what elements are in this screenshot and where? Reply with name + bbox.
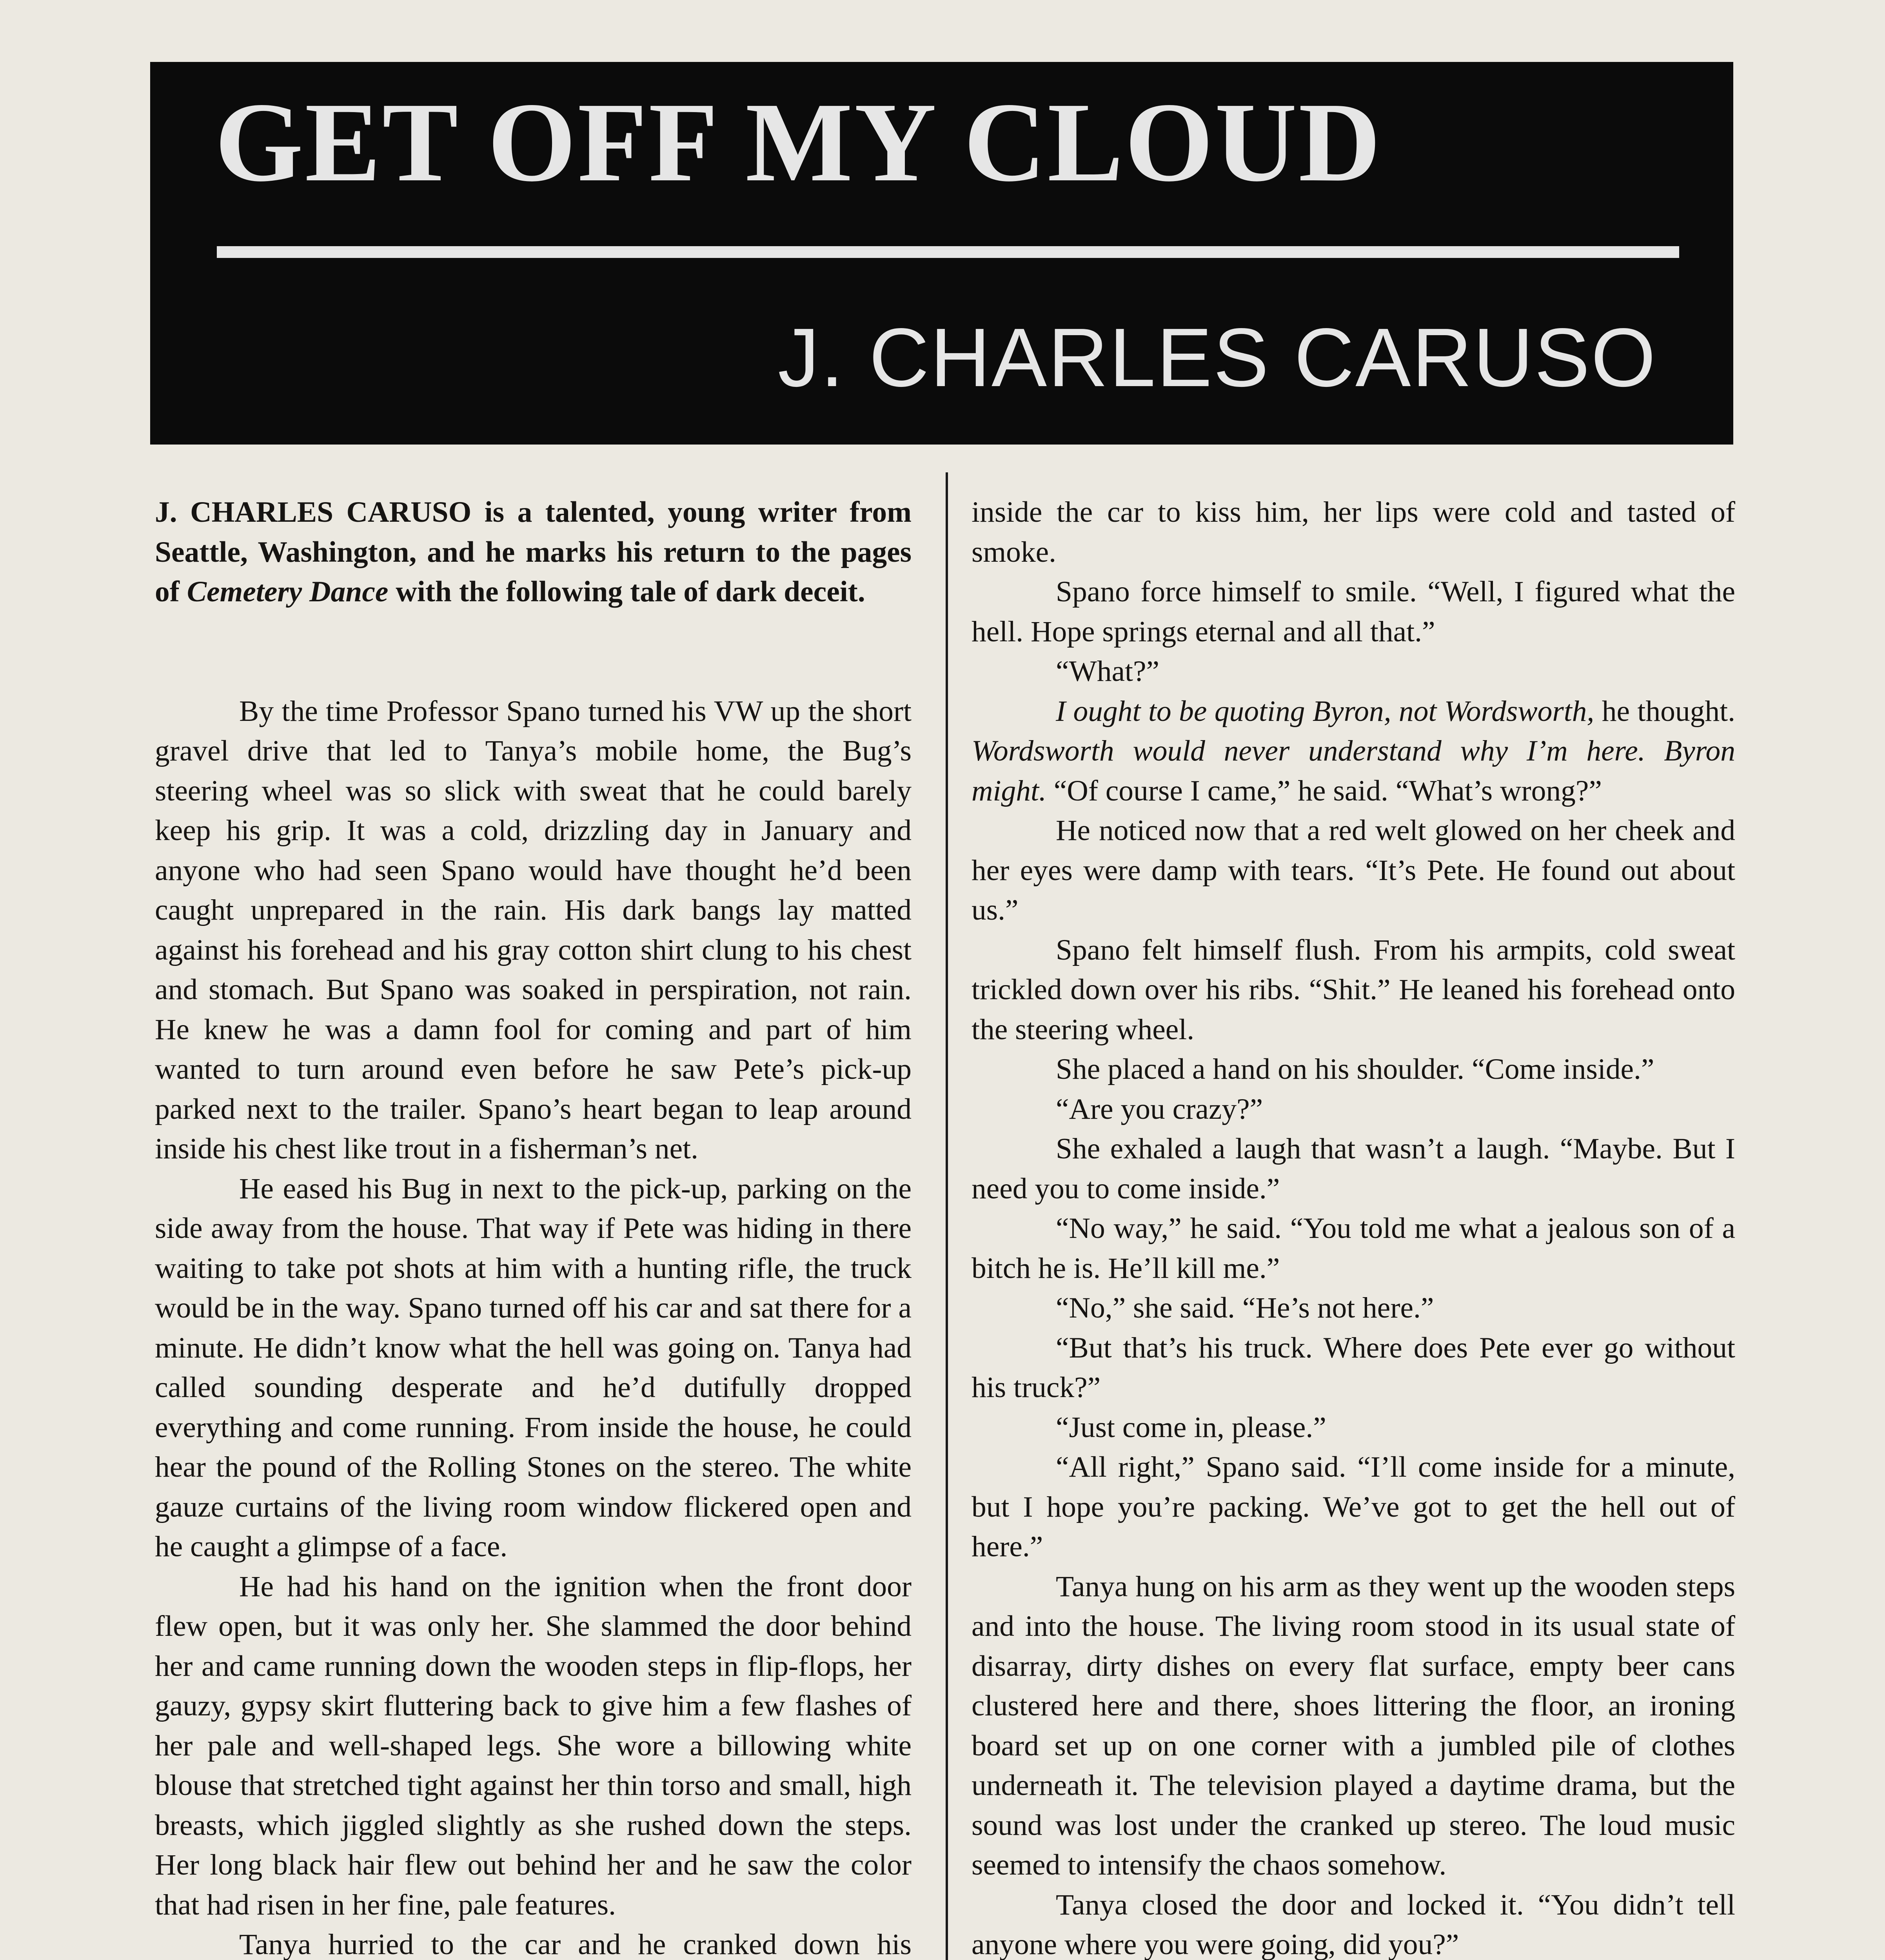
thought-text: he thought. bbox=[1594, 695, 1735, 728]
body-paragraph: She placed a hand on his shoulder. “Come inside.” bbox=[1056, 1053, 1654, 1085]
title-rule bbox=[217, 246, 1679, 258]
intro-lead: J. CHARLES CARUSO is a talented, young writer from Seattle, Washington, and he marks his return to the pages of bbox=[155, 496, 912, 608]
body-paragraph: Tanya closed the door and locked it. “You didn’t tell anyone where you were going, did you?” bbox=[972, 1888, 1735, 1960]
body-paragraph: “No way,” he said. “You told me what a jealous son of a bitch he is. He’ll kill me.” bbox=[972, 1212, 1735, 1285]
author-intro bbox=[155, 492, 912, 612]
body-paragraph: “All right,” Spano said. “I’ll come inside for a minute, but I hope you’re packing. We’ve got to get the hell out of here.” bbox=[972, 1451, 1735, 1563]
body-paragraph: “Just come in, please.” bbox=[1056, 1411, 1326, 1444]
thought-text: “Of course I came,” he said. “What’s wrong?” bbox=[1046, 774, 1602, 807]
left-column bbox=[155, 492, 912, 1960]
body-paragraph: She exhaled a laugh that wasn’t a laugh. “Maybe. But I need you to come inside.” bbox=[972, 1132, 1735, 1205]
body-paragraph: By the time Professor Spano turned his VW up the short gravel drive that led to Tanya’s mobile home, the Bug’s steering wheel was so slick with sweat that he could barely keep his grip. It was a cold, drizzling day in January and anyone who had seen Spano would have thought he’d been caught unprepared in the rain. His dark bangs lay matted against his forehead and his gray cotton shirt clung to his chest and stomach. But Spano was soaked in perspiration, not rain. He knew he was a damn fool for coming and part of him wanted to turn around even before he saw Pete’s pick-up parked next to the trailer. Spano’s heart began to leap around inside his chest like trout in a fisherman’s net. bbox=[155, 695, 912, 1165]
body-paragraph-continued: inside the car to kiss him, her lips were cold and tasted of smoke. bbox=[972, 496, 1735, 568]
body-paragraph: Tanya hung on his arm as they went up the wooden steps and into the house. The living room stood in its usual state of disarray, dirty dishes on every flat surface, empty beer cans clustered here and there, shoes littering the floor, an ironing board set up on one corner with a jumbled pile of clothes underneath it. The television played a daytime drama, but the sound was lost under the cranked up stereo. The loud music seemed to intensify the chaos somehow. bbox=[972, 1570, 1735, 1881]
title-banner bbox=[150, 62, 1733, 445]
intro-tail: with the following tale of dark deceit. bbox=[388, 575, 865, 608]
body-paragraph: He eased his Bug in next to the pick-up, parking on the side away from the house. That way if Pete was hiding in there waiting to take pot shots at him with a hunting rifle, the truck would be in the way. Spano turned off his car and sat there for a minute. He didn’t know what the hell was going on. Tanya had called sounding desperate and he’d dutifully dropped everything and come running. From inside the house, he could hear the pound of the Rolling Stones on the stereo. The white gauze curtains of the living room window flickered open and he caught a glimpse of a face. bbox=[155, 1172, 912, 1563]
body-paragraph: “But that’s his truck. Where does Pete ever go without his truck?” bbox=[972, 1331, 1735, 1404]
body-paragraph: Spano force himself to smile. “Well, I figured what the hell. Hope springs eternal and all that.” bbox=[972, 575, 1735, 648]
thought-italic: I ought to be quoting Byron, not Wordsworth, bbox=[1056, 695, 1594, 728]
author-byline: J. CHARLES CARUSO bbox=[777, 311, 1657, 404]
body-paragraph: Tanya hurried to the car and he cranked down his bbox=[239, 1928, 912, 1960]
body-paragraph: “No,” she said. “He’s not here.” bbox=[1056, 1292, 1434, 1324]
story-title: GET OFF MY CLOUD bbox=[215, 79, 1382, 205]
body-paragraph: He had his hand on the ignition when the front door flew open, but it was only her. She slammed the door behind her and came running down the wooden steps in flip-flops, her gauzy, gypsy skirt fluttering back to give him a few flashes of her pale and well-shaped legs. She wore a billowing white blouse that stretched tight against her thin torso and small, high breasts, which jiggled slightly as she rushed down the steps. Her long black hair flew out behind her and he saw the color that had risen in her fine, pale features. bbox=[155, 1570, 912, 1921]
thought-italic: Wordsworth would never understand why I’m here. Byron might. bbox=[972, 735, 1735, 807]
column-divider bbox=[946, 472, 948, 1960]
intro-magazine-name: Cemetery Dance bbox=[187, 575, 389, 608]
body-paragraph: He noticed now that a red welt glowed on her cheek and her eyes were damp with tears. “It’s Pete. He found out about us.” bbox=[972, 814, 1735, 926]
body-paragraph: “What?” bbox=[1056, 655, 1160, 688]
body-paragraph: “Are you crazy?” bbox=[1056, 1093, 1263, 1125]
body-paragraph-italic-thought bbox=[972, 691, 1735, 811]
intro-spacer bbox=[155, 612, 912, 691]
right-column bbox=[972, 492, 1735, 1960]
body-paragraph: Spano felt himself flush. From his armpits, cold sweat trickled down over his ribs. “Shit.” He leaned his forehead onto the steering wheel. bbox=[972, 933, 1735, 1046]
